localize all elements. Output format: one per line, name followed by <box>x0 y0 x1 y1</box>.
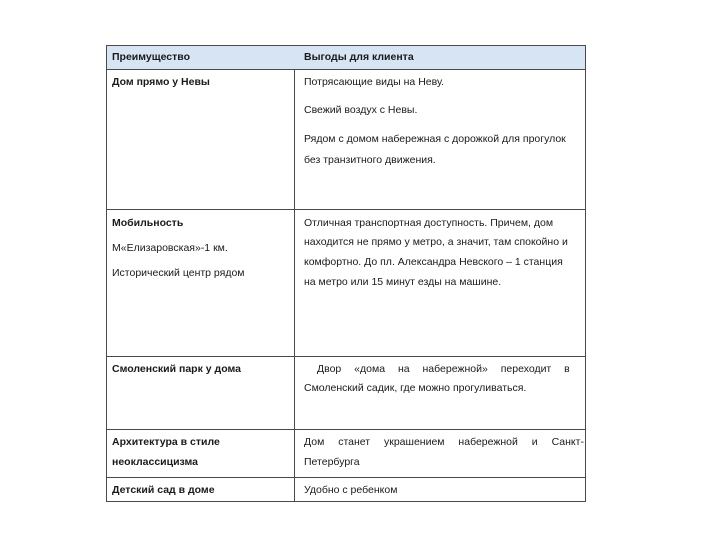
advantage-cell: неоклассицизма <box>112 456 198 468</box>
table-row <box>107 69 585 209</box>
benefit-line: комфортно. До пл. Александра Невского – 1 станция <box>304 256 563 268</box>
benefit-line: Двор «дома на набережной» переходит в <box>317 363 570 375</box>
advantage-cell: Дом прямо у Невы <box>112 76 210 88</box>
advantage-detail: Исторический центр рядом <box>112 267 245 279</box>
table-row <box>107 429 585 477</box>
benefit-line: без транзитного движения. <box>304 154 436 166</box>
header-advantage: Преимущество <box>112 51 190 63</box>
advantage-cell: Детский сад в доме <box>112 484 215 496</box>
table-header-row <box>107 46 585 69</box>
benefit-line: Отличная транспортная доступность. Причем, дом <box>304 217 554 229</box>
advantage-cell: Архитектура в стиле <box>112 436 220 448</box>
benefit-line: Потрясающие виды на Неву. <box>304 76 445 88</box>
table-row <box>107 477 585 501</box>
benefit-line: Рядом с домом набережная с дорожкой для прогулок <box>304 133 566 145</box>
benefit-line: Свежий воздух с Невы. <box>304 104 418 116</box>
advantage-detail: М«Елизаровская»-1 км. <box>112 242 228 254</box>
advantage-cell: Смоленский парк у дома <box>112 363 241 375</box>
benefit-line: Петербурга <box>304 456 360 468</box>
benefit-line: Удобно с ребенком <box>304 484 398 496</box>
benefit-line: Дом станет украшением набережной и Санкт- <box>304 436 584 448</box>
benefit-line: находится не прямо у метро, а значит, там спокойно и <box>304 236 568 248</box>
advantage-cell: Мобильность <box>112 217 184 229</box>
benefit-line: на метро или 15 минут езды на машине. <box>304 276 502 288</box>
table-row <box>107 209 585 356</box>
benefit-line: Смоленский садик, где можно прогуливаться. <box>304 382 527 394</box>
header-benefit: Выгоды для клиента <box>304 51 414 63</box>
benefits-table <box>106 45 586 502</box>
table-row <box>107 356 585 429</box>
